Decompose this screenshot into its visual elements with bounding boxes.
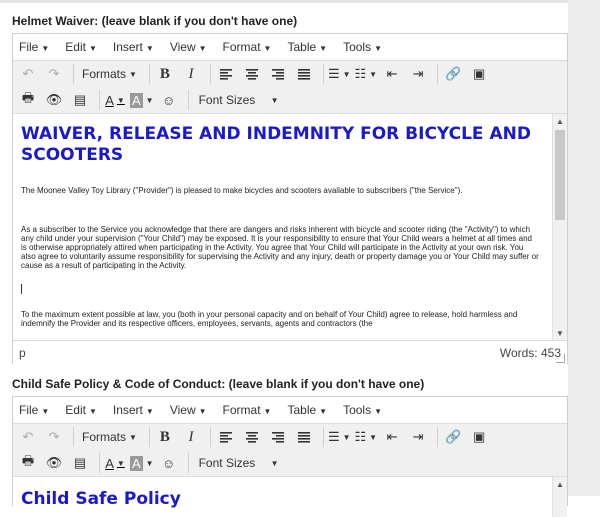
- menu-view[interactable]: View ▼: [169, 40, 207, 54]
- chevron-down-icon: ▼: [145, 44, 154, 53]
- helmet-waiver-editor: [12, 33, 568, 364]
- menu-tools[interactable]: Tools ▼: [343, 403, 383, 417]
- chevron-down-icon: ▼: [374, 407, 383, 416]
- toolbar-separator: [149, 64, 150, 84]
- align-right-icon[interactable]: [267, 63, 289, 85]
- undo-icon[interactable]: ↶: [22, 66, 34, 81]
- font-sizes-dropdown[interactable]: Font Sizes ▼: [198, 456, 279, 470]
- chevron-down-icon: ▼: [116, 95, 125, 105]
- menu-view[interactable]: View ▼: [169, 403, 207, 417]
- chevron-down-icon: ▼: [198, 44, 207, 53]
- toolbar-separator: [210, 427, 211, 447]
- word-count: Words: 453: [499, 346, 561, 360]
- toolbar-row-1: [13, 424, 567, 450]
- helmet-waiver-label: Helmet Waiver: (leave blank if you don't have one): [12, 14, 298, 28]
- status-bar: [13, 340, 567, 365]
- top-divider: [0, 0, 568, 3]
- toolbar-row-1: [13, 61, 567, 87]
- chevron-down-icon: ▼: [369, 69, 378, 79]
- menu-file[interactable]: File ▼: [19, 403, 50, 417]
- editor-content-area[interactable]: [13, 476, 567, 517]
- chevron-down-icon: ▼: [88, 407, 97, 416]
- text-color-icon[interactable]: A ▼: [105, 455, 125, 471]
- italic-icon[interactable]: I: [188, 428, 194, 445]
- background-color-icon[interactable]: A ▼: [132, 92, 154, 108]
- chevron-down-icon: ▼: [88, 44, 97, 53]
- align-right-icon[interactable]: [267, 426, 289, 448]
- toolbar-separator: [73, 427, 74, 447]
- toolbar-separator: [149, 427, 150, 447]
- media-icon[interactable]: ▤: [73, 92, 87, 107]
- chevron-down-icon: ▼: [374, 44, 383, 53]
- align-center-icon[interactable]: [241, 63, 263, 85]
- toolbar-separator: [210, 64, 211, 84]
- menu-table[interactable]: Table ▼: [287, 40, 328, 54]
- align-justify-icon[interactable]: [293, 63, 315, 85]
- align-justify-icon[interactable]: [293, 426, 315, 448]
- chevron-down-icon: ▼: [41, 44, 50, 53]
- chevron-down-icon: ▼: [342, 69, 351, 79]
- text-cursor-line: [21, 284, 539, 296]
- chevron-down-icon: ▼: [129, 432, 137, 442]
- italic-icon[interactable]: I: [188, 65, 194, 82]
- emoticons-icon[interactable]: ☺: [161, 92, 176, 108]
- chevron-down-icon: ▼: [319, 44, 328, 53]
- link-icon[interactable]: 🔗: [445, 66, 462, 81]
- scrollbar-thumb[interactable]: [555, 130, 565, 220]
- menubar: [13, 397, 567, 424]
- background-color-icon[interactable]: A ▼: [132, 455, 154, 471]
- menu-edit[interactable]: Edit ▼: [65, 403, 97, 417]
- menu-tools[interactable]: Tools ▼: [343, 40, 383, 54]
- chevron-down-icon: ▼: [41, 407, 50, 416]
- chevron-down-icon: ▼: [369, 432, 378, 442]
- menu-insert[interactable]: Insert ▼: [112, 40, 154, 54]
- chevron-down-icon: ▼: [263, 44, 272, 53]
- bold-icon[interactable]: B: [159, 65, 170, 82]
- page-right-gutter: [568, 0, 600, 496]
- font-sizes-dropdown[interactable]: Font Sizes ▼: [198, 93, 279, 107]
- formats-dropdown[interactable]: Formats ▼: [82, 67, 137, 81]
- chevron-down-icon: ▼: [319, 407, 328, 416]
- chevron-down-icon: ▼: [270, 95, 279, 105]
- element-path[interactable]: p: [19, 346, 26, 360]
- redo-icon[interactable]: ↷: [48, 66, 60, 81]
- numbered-list-icon[interactable]: ☷ ▼: [354, 66, 378, 81]
- toolbar-separator: [73, 64, 74, 84]
- toolbar-separator: [188, 453, 189, 473]
- scroll-up-icon[interactable]: ▲: [556, 479, 564, 489]
- emoticons-icon[interactable]: ☺: [161, 455, 176, 471]
- preview-icon[interactable]: 👁: [45, 92, 63, 107]
- toolbar-separator: [323, 427, 324, 447]
- child-safe-policy-label: Child Safe Policy & Code of Conduct: (leave blank if you don't have one): [12, 377, 425, 391]
- chevron-down-icon: ▼: [145, 95, 154, 105]
- bold-icon[interactable]: B: [159, 428, 170, 445]
- toolbar-row-2: [13, 450, 567, 476]
- indent-icon[interactable]: ⇥: [412, 429, 424, 444]
- undo-icon[interactable]: ↶: [22, 429, 34, 444]
- chevron-down-icon: ▼: [270, 458, 279, 468]
- paragraph: The Moonee Valley Toy Library ("Provider") is pleased to make bicycles and scooters available to subscribers ("the Service").: [21, 186, 463, 195]
- bullet-list-icon[interactable]: ☰ ▼: [327, 429, 351, 444]
- toolbar-separator: [437, 64, 438, 84]
- chevron-down-icon: ▼: [145, 458, 154, 468]
- menu-file[interactable]: File ▼: [19, 40, 50, 54]
- menu-edit[interactable]: Edit ▼: [65, 40, 97, 54]
- print-icon[interactable]: 🖶: [21, 90, 35, 105]
- text-cursor: [21, 284, 22, 294]
- content-scrollbar[interactable]: [552, 114, 567, 340]
- outdent-icon[interactable]: ⇤: [386, 429, 398, 444]
- editor-content-area[interactable]: [13, 113, 567, 340]
- image-icon[interactable]: ▣: [472, 429, 486, 444]
- indent-icon[interactable]: ⇥: [412, 66, 424, 81]
- preview-icon[interactable]: 👁: [45, 455, 63, 470]
- child-safe-policy-heading: Child Safe Policy: [21, 489, 181, 509]
- menubar: [13, 34, 567, 61]
- scroll-down-icon[interactable]: ▼: [556, 328, 564, 338]
- chevron-down-icon: ▼: [342, 432, 351, 442]
- chevron-down-icon: ▼: [145, 407, 154, 416]
- chevron-down-icon: ▼: [116, 458, 125, 468]
- toolbar-separator: [188, 90, 189, 110]
- menu-insert[interactable]: Insert ▼: [112, 403, 154, 417]
- redo-icon[interactable]: ↷: [48, 429, 60, 444]
- outdent-icon[interactable]: ⇤: [386, 66, 398, 81]
- toolbar-separator: [323, 64, 324, 84]
- paragraph: To the maximum extent possible at law, you (both in your personal capacity and on behalf of Your Child) agree to release, hold harmless and indemnify the Provider and its respective officers, employees, servants, agents and contractors (the: [21, 310, 518, 328]
- menu-table[interactable]: Table ▼: [287, 403, 328, 417]
- align-left-icon[interactable]: [215, 63, 237, 85]
- paragraph: As a subscriber to the Service you acknowledge that there are dangers and risks inherent with bicycle and scooter riding (the "Activity") to which any child under your supervision ("Your Child") may be exposed. It is your responsibility to ensure that Your Child wears a helmet at all times and is otherwise appropriately attired when participating in the Activity. You agree that Your Child will participate in the Activity at your own risk. You also agree to voluntarily assume responsibility for supervising the Activity and any injury, death or property damage you or Your Child may suffer or cause as a result of participating in the Activity.: [21, 225, 539, 270]
- menu-format[interactable]: Format ▼: [222, 40, 272, 54]
- chevron-down-icon: ▼: [129, 69, 137, 79]
- link-icon[interactable]: 🔗: [445, 429, 462, 444]
- numbered-list-icon[interactable]: ☷ ▼: [354, 429, 378, 444]
- chevron-down-icon: ▼: [263, 407, 272, 416]
- image-icon[interactable]: ▣: [472, 66, 486, 81]
- chevron-down-icon: ▼: [198, 407, 207, 416]
- resize-handle-icon[interactable]: [556, 354, 565, 363]
- align-center-icon[interactable]: [241, 426, 263, 448]
- waiver-heading: WAIVER, RELEASE AND INDEMNITY FOR BICYCLE AND SCOOTERS: [21, 124, 531, 165]
- menu-format[interactable]: Format ▼: [222, 403, 272, 417]
- bullet-list-icon[interactable]: ☰ ▼: [327, 66, 351, 81]
- child-safe-policy-editor: [12, 396, 568, 509]
- toolbar-separator: [99, 453, 100, 473]
- media-icon[interactable]: ▤: [73, 455, 87, 470]
- toolbar-row-2: [13, 87, 567, 113]
- toolbar-separator: [437, 427, 438, 447]
- text-color-icon[interactable]: A ▼: [105, 92, 125, 108]
- content-scrollbar[interactable]: [552, 477, 567, 517]
- scroll-up-icon[interactable]: ▲: [556, 116, 564, 126]
- toolbar-separator: [99, 90, 100, 110]
- align-left-icon[interactable]: [215, 426, 237, 448]
- print-icon[interactable]: 🖶: [21, 453, 35, 468]
- formats-dropdown[interactable]: Formats ▼: [82, 430, 137, 444]
